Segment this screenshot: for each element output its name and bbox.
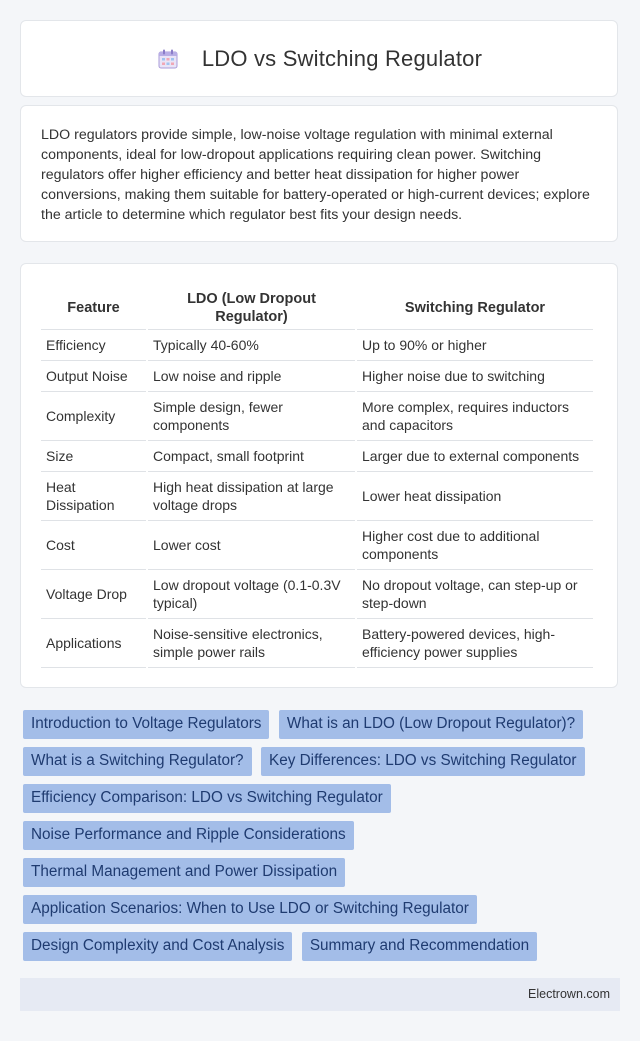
tag-what-is-switching[interactable]: What is a Switching Regulator? [23,747,252,776]
table-row [41,472,593,521]
calendar-icon [156,47,180,71]
table-row [41,330,593,361]
header-feature: Feature [41,284,146,330]
header-ldo: LDO (Low Dropout Regulator) [148,284,355,330]
table-cell: Noise-sensitive electronics, simple power rails [148,619,355,668]
topic-tags [23,710,623,969]
table-cell: Typically 40-60% [148,330,355,361]
footer [20,978,620,1011]
tag-key-differences[interactable]: Key Differences: LDO vs Switching Regulator [261,747,585,776]
page-title: LDO vs Switching Regulator [201,45,483,71]
table-cell: Up to 90% or higher [357,330,593,361]
table-cell: Applications [41,619,146,668]
table-header-row [41,284,593,330]
table-row [41,570,593,619]
intro-card [20,105,618,242]
table-cell: Efficiency [41,330,146,361]
tag-noise-performance[interactable]: Noise Performance and Ripple Considerations [23,821,354,850]
tag-introduction[interactable]: Introduction to Voltage Regulators [23,710,269,739]
table-cell: Larger due to external components [357,441,593,472]
table-row [41,361,593,392]
header-switching: Switching Regulator [357,284,593,330]
table-cell: Higher cost due to additional components [357,521,593,570]
table-cell: Low noise and ripple [148,361,355,392]
table-cell: Complexity [41,392,146,441]
tag-what-is-ldo[interactable]: What is an LDO (Low Dropout Regulator)? [279,710,583,739]
table-cell: Size [41,441,146,472]
table-cell: Lower cost [148,521,355,570]
title-card [20,20,618,97]
table-cell: Simple design, fewer components [148,392,355,441]
tag-application-scenarios[interactable]: Application Scenarios: When to Use LDO or Switching Regulator [23,895,477,924]
table-cell: Cost [41,521,146,570]
tag-design-complexity[interactable]: Design Complexity and Cost Analysis [23,932,292,961]
table-row [41,392,593,441]
table-cell: Compact, small footprint [148,441,355,472]
table-cell: High heat dissipation at large voltage drops [148,472,355,521]
table-cell: More complex, requires inductors and capacitors [357,392,593,441]
table-cell: Low dropout voltage (0.1-0.3V typical) [148,570,355,619]
table-cell: Higher noise due to switching [357,361,593,392]
table-row [41,521,593,570]
comparison-table-card [20,263,618,688]
table-row [41,619,593,668]
tag-summary[interactable]: Summary and Recommendation [302,932,537,961]
table-cell: No dropout voltage, can step-up or step-down [357,570,593,619]
table-cell: Voltage Drop [41,570,146,619]
table-cell: Output Noise [41,361,146,392]
table-row [41,441,593,472]
table-cell: Battery-powered devices, high-efficiency power supplies [357,619,593,668]
table-cell: Lower heat dissipation [357,472,593,521]
tag-efficiency-comparison[interactable]: Efficiency Comparison: LDO vs Switching Regulator [23,784,391,813]
comparison-table [39,284,595,668]
table-cell: Heat Dissipation [41,472,146,521]
footer-brand[interactable]: Electrown.com [528,987,610,1001]
tag-thermal-management[interactable]: Thermal Management and Power Dissipation [23,858,345,887]
intro-text: LDO regulators provide simple, low-noise voltage regulation with minimal external components, ideal for low-dropout applications requiring clean power. Switching regulators offer higher efficiency and better heat dissipation for higher power conversions, making them suitable for battery-operated or high-current devices; explore the article to determine which regulator best fits your design needs. [41,127,590,223]
